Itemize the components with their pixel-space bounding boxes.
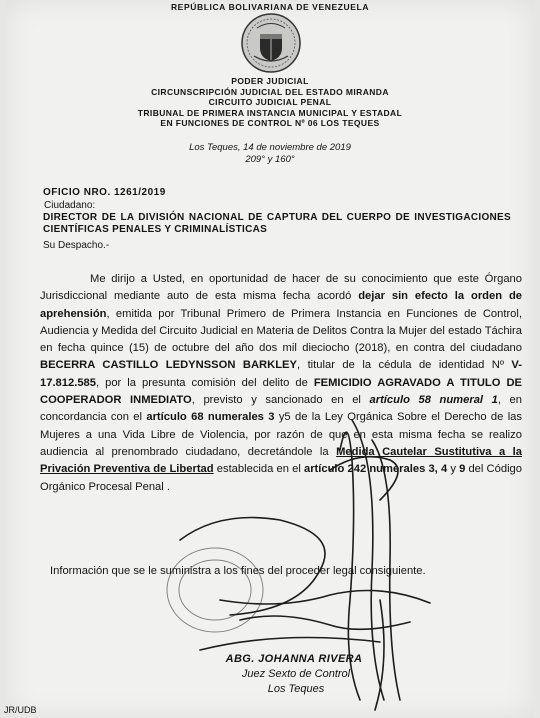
coat-of-arms-seal [240, 12, 302, 74]
court-line-5: EN FUNCIONES DE CONTROL Nº 06 LOS TEQUES [160, 118, 380, 128]
body-text-1: Me dirijo a Usted, en oportunidad de hacer de su conocimiento que este Órgano Jurisdiccional mediante auto de esta misma fecha acordó [40, 273, 522, 303]
salutation: Ciudadano: [44, 200, 96, 211]
body-text-3: , titular de la cédula de identidad Nº [296, 359, 512, 372]
judge-title: Juez Sexto de Control [241, 668, 351, 680]
republic-heading: REPÚBLICA BOLIVARIANA DE VENEZUELA [170, 2, 370, 12]
closing-paragraph: Información que se le suministra a los fines del proceder legal consiguiente. [50, 565, 426, 577]
defendant-name: BECERRA CASTILLO LEDYNSSON BARKLEY [40, 359, 297, 372]
article-58: artículo 58 numeral 1 [369, 394, 498, 407]
signature-block [0, 652, 540, 697]
crime-name: FEMICIDIO AGRAVADO A TITULO DE COOPERADOR INMEDIATO [40, 376, 522, 407]
initials: JR/UDB [4, 705, 37, 715]
measure-name: Medida Cautelar Sustitutiva a la Privación Preventiva de Libertad [40, 445, 523, 476]
recipient: DIRECTOR DE LA DIVISIÓN NACIONAL DE CAPTURA DEL CUERPO DE INVESTIGACIONES CIENTÍFICAS PENALES Y CRIMINALÍSTICAS [43, 212, 511, 235]
court-line-3: CIRCUITO JUDICIAL PENAL [208, 97, 332, 107]
court-line-2: CIRCUNSCRIPCIÓN JUDICIAL DEL ESTADO MIRANDA [151, 86, 389, 97]
body-paragraph [40, 271, 522, 496]
body-text-6: , en concordancia con el [40, 394, 522, 424]
judge-name: ABG. JOHANNA RIVERA [225, 653, 363, 665]
body-text-9: y [447, 463, 460, 476]
body-bold-1: dejar sin efecto la orden de aprehensión [40, 290, 523, 320]
id-number: V-17.812.585 [40, 359, 522, 389]
body-text-7: y5 de la Ley Orgánica Sobre el Derecho de las Mujeres a una Vida Libre de Violencia, por razón de que en esta misma fecha se realizo audiencia al prenombrado ciudadano, decretándole la [40, 411, 522, 458]
court-line-4: TRIBUNAL DE PRIMERA INSTANCIA MUNICIPAL Y ESTADAL [137, 107, 403, 118]
numeral-9: 9 [459, 463, 466, 476]
despacho: Su Despacho.- [43, 240, 110, 251]
body-text-4: , por la presunta comisión del delito de [96, 376, 314, 389]
body-text-10: del Código Orgánico Procesal Penal . [40, 463, 522, 493]
body-text-2: , emitida por Tribunal Primero de Primera Instancia en Funciones de Control, Audiencia y Medida del Circuito Judicial en Materia de Delitos Contra la Mujer del estado Táchira en fecha quince (15) de octubre del año dos mil dieciocho (2018), en contra del ciudadano [40, 307, 522, 355]
court-line-1: PODER JUDICIAL [231, 76, 309, 86]
oficio-number: OFICIO NRO. 1261/2019 [43, 187, 166, 198]
judge-place: Los Teques [267, 683, 325, 695]
article-242: artículo 242 numerales 3, 4 [303, 463, 448, 476]
court-heading [0, 76, 540, 129]
years-of-independence: 209° y 160° [245, 153, 295, 165]
article-68: artículo 68 numerales 3 [146, 411, 275, 424]
place-date-block [0, 142, 540, 165]
body-text-5: , previsto y sancionado en el [191, 394, 370, 407]
body-text-8: establecida en el [213, 463, 304, 476]
place-date: Los Teques, 14 de noviembre de 2019 [189, 142, 351, 153]
